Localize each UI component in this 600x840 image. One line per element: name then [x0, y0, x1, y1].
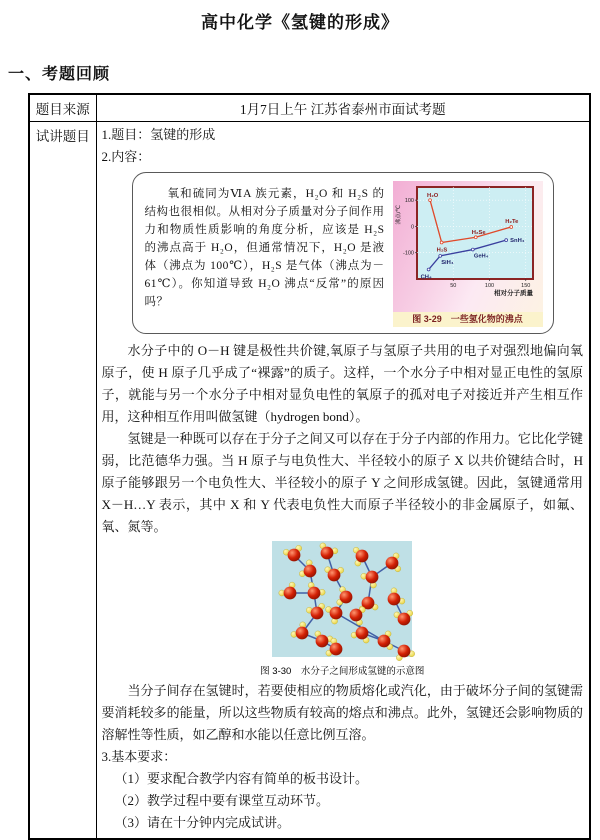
svg-text:SnH₄: SnH₄ — [509, 238, 525, 245]
svg-text:100: 100 — [484, 283, 494, 289]
topic-line: 1.题目：氢键的形成 — [101, 127, 216, 142]
svg-text:100: 100 — [404, 198, 414, 205]
svg-text:H₂S: H₂S — [436, 247, 447, 254]
requirement-item-3: （3）请在十分钟内完成试讲。 — [114, 815, 291, 830]
svg-text:0: 0 — [410, 224, 414, 231]
svg-text:H₂Te: H₂Te — [504, 218, 518, 225]
svg-text:150: 150 — [520, 283, 530, 289]
svg-text:CH₄: CH₄ — [420, 274, 432, 281]
page-title: 高中化学《氢键的形成》 — [201, 13, 399, 32]
water-molecule-figure — [272, 541, 412, 664]
svg-text:GeH₄: GeH₄ — [473, 253, 489, 260]
paragraph-hydrogen-bond-effects: 当分子间存在氢键时，若要使相应的物质熔化或汽化，由于破坏分子间的氢键需要消耗较多的能量，所以这些物质有较高的熔点和沸点。此外，氢键还会影响物质的溶解性等性质，如乙醇和水能以任意比例互溶。 — [101, 683, 583, 742]
requirement-item-1: （1）要求配合教学内容有简单的板书设计。 — [114, 771, 369, 786]
content-line: 2.内容： — [101, 149, 151, 164]
section-heading: 一、考题回顾 — [8, 66, 111, 83]
paragraph-hydrogen-bond-nature: 氢键是一种既可以存在于分子之间又可以存在于分子内部的作用力。它比化学键弱，比范德华力强。当 H 原子与电负性大、半径较小的原子 X 以共价键结合时，H 原子能够跟另一个电负性大、半径较小的原子 Y 之间形成氢键。因此，氢键通常用 X－H…Y 表示，其中 X 和 Y 代表电负性大而原子半径较小的非金属原子，如氟、氧、氮等。 — [101, 431, 583, 534]
paragraph-hydrogen-bond-def: 水分子中的 O－H 键是极性共价键,氧原子与氢原子共用的电子对强烈地偏向氧原子，使 H 原子几乎成了“裸露”的质子。这样，一个水分子中相对显正电性的氢原子，就能与另一个水分子中相对显负电性的氧原子的孤对电子对接近并产生相互作用，这种相互作用叫做氢键（hydrogen bond）。 — [101, 343, 583, 424]
svg-text:-100: -100 — [402, 250, 414, 257]
svg-text:沸点/℃: 沸点/℃ — [395, 205, 402, 225]
svg-text:H₂O: H₂O — [426, 193, 438, 200]
source-label-cell: 题目来源 — [29, 94, 96, 122]
water-molecule-diagram — [272, 541, 412, 657]
svg-text:相对分子质量: 相对分子质量 — [493, 290, 533, 297]
table-row — [29, 94, 590, 122]
exam-review-table — [28, 93, 591, 840]
topic-content-cell — [96, 122, 590, 840]
textbook-excerpt-box — [132, 172, 554, 334]
svg-text:SiH₄: SiH₄ — [440, 259, 454, 266]
boiling-point-chart — [393, 181, 543, 305]
figure-3-29-caption: 图 3-29 一些氢化物的沸点 — [393, 312, 543, 327]
boiling-point-figure — [393, 181, 543, 327]
figure-3-30-caption: 图 3-30 水分子之间形成氢键的示意图 — [260, 666, 425, 677]
requirement-item-2: （2）教学过程中要有课堂互动环节。 — [114, 793, 330, 808]
basic-requirements-heading: 3.基本要求： — [101, 749, 177, 764]
svg-text:50: 50 — [449, 283, 456, 289]
topic-label-cell: 试讲题目 — [29, 122, 96, 840]
table-row — [29, 122, 590, 840]
svg-text:H₂Se: H₂Se — [471, 230, 486, 237]
excerpt-text: 氧和硫同为ⅥA 族元素，H₂O 和 H₂S 的结构也很相似。从相对分子质量对分子间作用力和物质性质影响的角度分析，应该是 H₂S 的沸点高于 H₂O，但通常情况下，H₂O 是液体（沸点为 100℃），H₂S 是气体（沸点为－61℃）。你知道导致 H₂O 沸点“反常”的原因吗？ — [144, 188, 385, 308]
source-value-cell: 1月7日上午 江苏省泰州市面试考题 — [96, 94, 590, 122]
